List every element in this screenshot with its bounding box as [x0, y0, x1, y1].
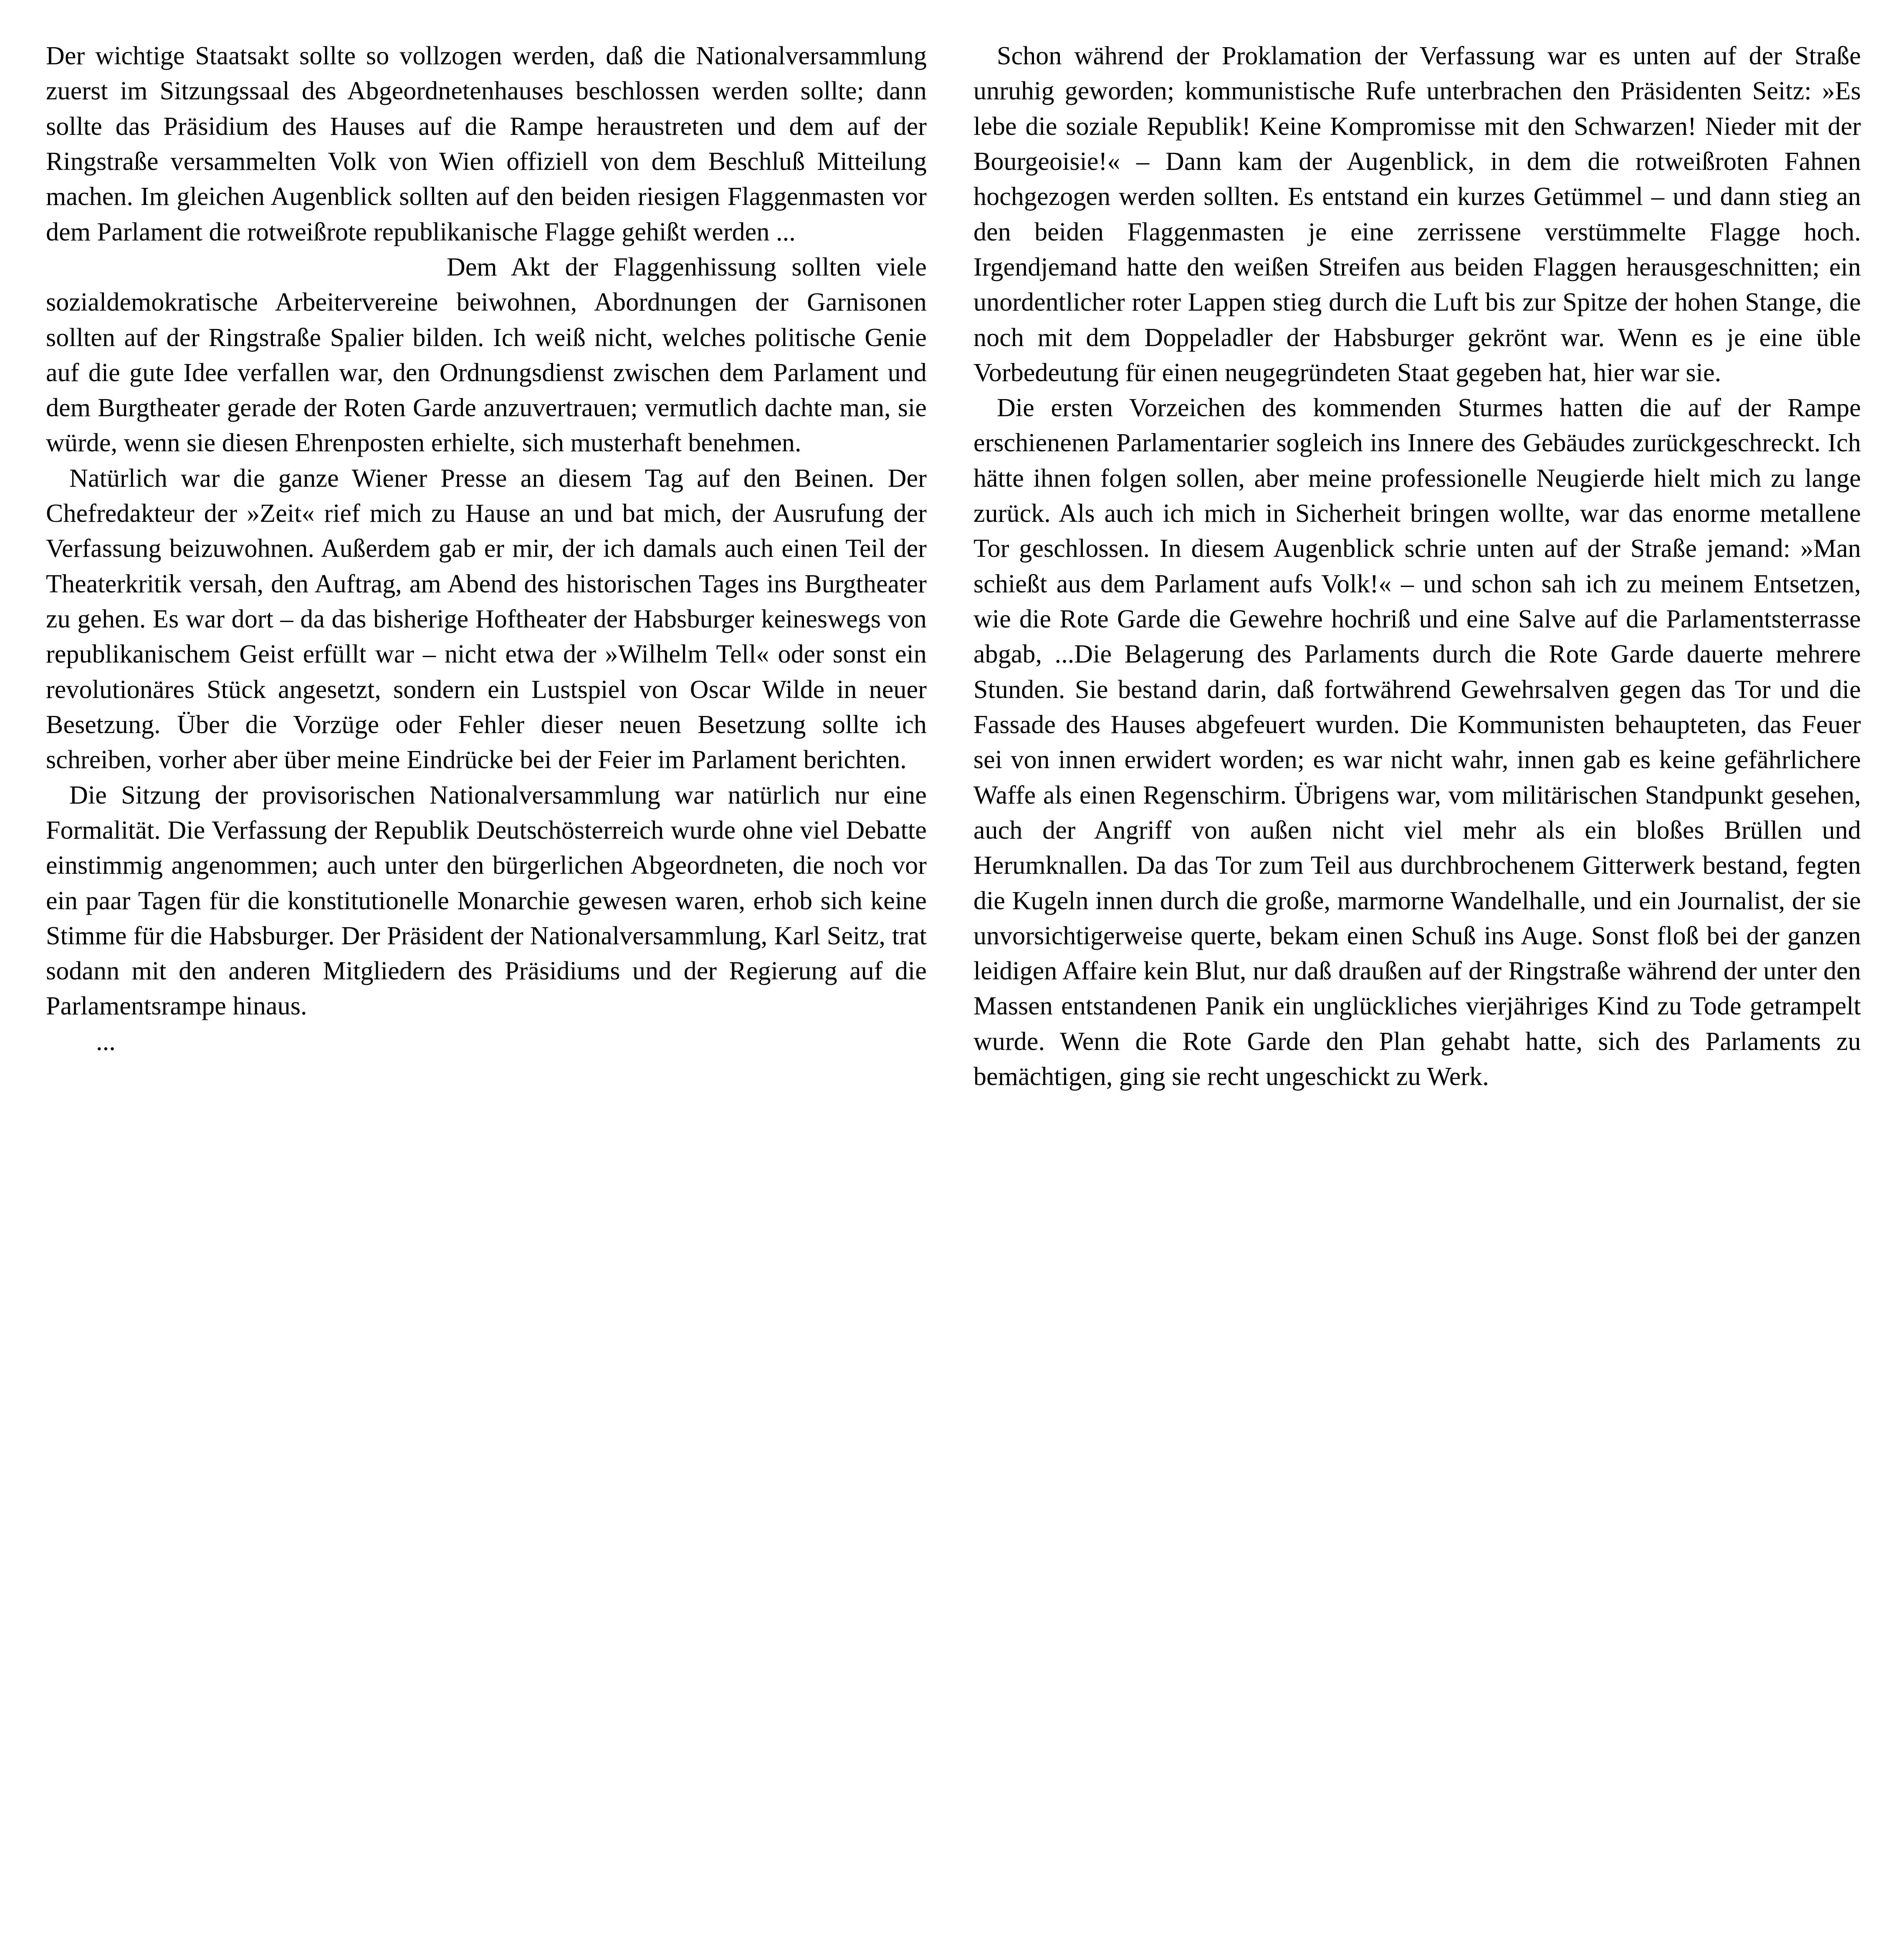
- paragraph: Natürlich war die ganze Wiener Presse an diesem Tag auf den Beinen. Der Chefredakteur der »Zeit« rief mich zu Hause an und bat mich, der Ausrufung der Verfassung beizuwohnen. Außerdem gab er mir, der ich damals auch einen Teil der Theaterkritik versah, den Auftrag, am Abend des historischen Tages ins Burgtheater zu gehen. Es war dort – da das bisherige Hoftheater der Habsburger keineswegs von republikanischem Geist erfüllt war – nicht etwa der »Wilhelm Tell« oder sonst ein revolutionäres Stück angesetzt, sondern ein Lustspiel von Oscar Wilde in neuer Besetzung. Über die Vorzüge oder Fehler dieser neuen Besetzung sollte ich schreiben, vorher aber über meine Eindrücke bei der Feier im Parlament berichten.: [46, 464, 927, 774]
- paragraph: Die Sitzung der provisorischen Nationalversammlung war natürlich nur eine Formalität. Die Verfassung der Republik Deutschösterreich wurde ohne viel Debatte einstimmig angenommen; auch unter den bürgerlichen Abgeordneten, die noch vor ein paar Tagen für die konstitutionelle Monarchie gewesen waren, erhob sich keine Stimme für die Habsburger. Der Präsident der Nationalversammlung, Karl Seitz, trat sodann mit den anderen Mitgliedern des Präsidiums und der Regierung auf die Parlamentsrampe hinaus.: [46, 781, 927, 1021]
- paragraph-ellipsis: ...: [96, 1027, 116, 1056]
- text-column-right: [973, 38, 1861, 1935]
- paragraph: Der wichtige Staatsakt sollte so vollzogen werden, daß die Nationalversammlung zuerst im Sitzungssaal des Abgeordnetenhauses beschlossen werden sollte; dann sollte das Präsidium des Hauses auf die Rampe heraustreten und dem auf der Ringstraße versammelten Volk von Wien offiziell von dem Beschluß Mitteilung machen. Im gleichen Augenblick sollten auf den beiden riesigen Flaggenmasten vor dem Parlament die rotweißrote republikanische Flagge gehißt werden ...: [46, 42, 927, 246]
- paragraph: Dem Akt der Flaggenhissung sollten viele sozialdemokratische Arbeitervereine beiwohnen, Abordnungen der Garnisonen sollten auf der Ringstraße Spalier bilden. Ich weiß nicht, welches politische Genie auf die gute Idee verfallen war, den Ordnungsdienst zwischen dem Parlament und dem Burgtheater gerade der Roten Garde anzuvertrauen; vermutlich dachte man, sie würde, wenn sie diesen Ehrenposten erhielte, sich musterhaft benehmen.: [46, 253, 927, 458]
- text-column-left: [46, 38, 927, 1935]
- paragraph: Die ersten Vorzeichen des kommenden Sturmes hatten die auf der Rampe erschienenen Parlamentarier sogleich ins Innere des Gebäudes zurückgeschreckt. Ich hätte ihnen folgen sollen, aber meine professionelle Neugierde hielt mich zu lange zurück. Als auch ich mich in Sicherheit bringen wollte, war das enorme metallene Tor geschlossen. In diesem Augenblick schrie unten auf der Straße jemand: »Man schießt aus dem Parlament aufs Volk!« – und schon sah ich zu meinem Entsetzen, wie die Rote Garde die Gewehre hochriß und eine Salve auf die Parlamentsterrasse abgab, ...Die Belagerung des Parlaments durch die Rote Garde dauerte mehrere Stunden. Sie bestand darin, daß fortwährend Gewehrsalven gegen das Tor und die Fassade des Hauses abgefeuert wurden. Die Kommunisten behaupteten, das Feuer sei von innen erwidert worden; es war nicht wahr, innen gab es keine gefährlichere Waffe als einen Regenschirm. Übrigens war, vom militärischen Standpunkt gesehen, auch der Angriff von außen nicht viel mehr als ein bloßes Brüllen und Herumknallen. Da das Tor zum Teil aus durchbrochenem Gitterwerk bestand, fegten die Kugeln innen durch die große, marmorne Wandelhalle, und ein Journalist, der sie unvorsichtigerweise querte, bekam einen Schuß ins Auge. Sonst floß bei der ganzen leidigen Affaire kein Blut, nur daß draußen auf der Ringstraße während der unter den Massen entstandenen Panik ein unglückliches vierjähriges Kind zu Tode getrampelt wurde. Wenn die Rote Garde den Plan gehabt hatte, sich des Parlaments zu bemächtigen, ging sie recht ungeschickt zu Werk.: [973, 394, 1861, 1091]
- paragraph: Schon während der Proklamation der Verfassung war es unten auf der Straße unruhig geworden; kommunistische Rufe unterbrachen den Präsidenten Seitz: »Es lebe die soziale Republik! Keine Kompromisse mit den Schwarzen! Nieder mit der Bourgeoisie!« – Dann kam der Augenblick, in dem die rotweißroten Fahnen hochgezogen werden sollten. Es entstand ein kurzes Getümmel – und dann stieg an den beiden Flaggenmasten je eine zerrissene verstümmelte Flagge hoch. Irgendjemand hatte den weißen Streifen aus beiden Flaggen herausgeschnitten; ein unordentlicher roter Lappen stieg durch die Luft bis zur Spitze der hohen Stange, die noch mit dem Doppeladler der Habsburger gekrönt war. Wenn es je eine üble Vorbedeutung für einen neugegründeten Staat gegeben hat, hier war sie.: [973, 42, 1861, 387]
